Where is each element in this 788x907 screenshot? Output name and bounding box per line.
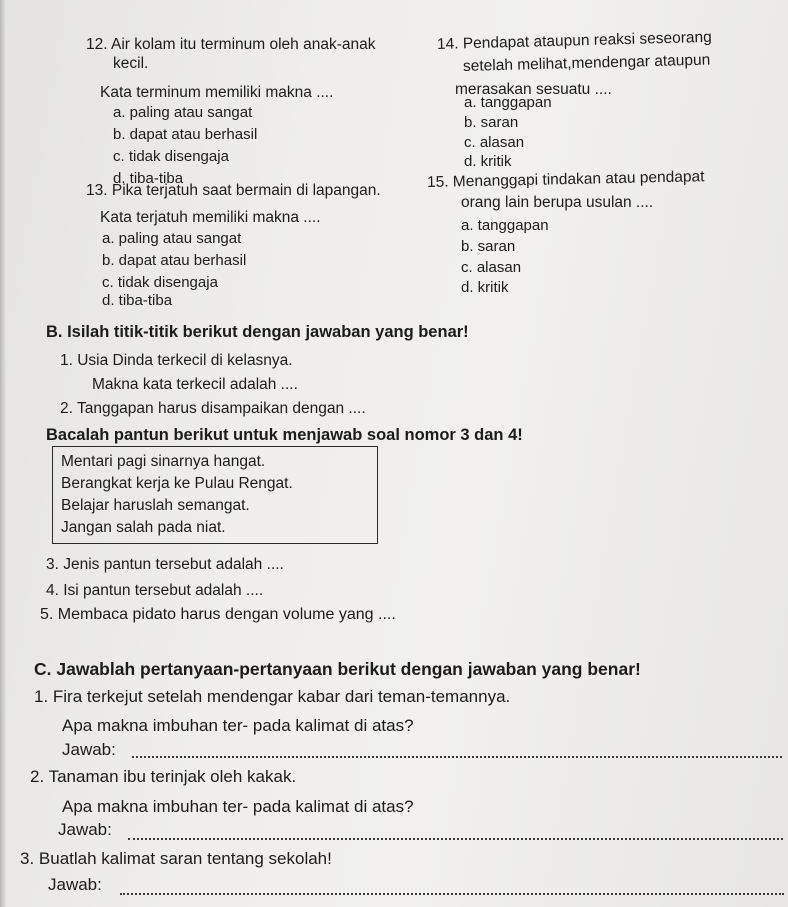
c-q3-answer-label: Jawab: (48, 875, 102, 894)
c-q2-answer-label: Jawab: (58, 820, 112, 839)
q13-option-d: d. tiba-tiba (102, 292, 173, 309)
b-q2-text: 2. Tanggapan harus disampaikan dengan .... (60, 400, 366, 417)
c-q2-answer-line[interactable] (128, 838, 783, 840)
pantun-line: Mentari pagi sinarnya hangat. (61, 453, 266, 470)
pantun-instruction: Bacalah pantun berikut untuk menjawab soal nomor 3 dan 4! (46, 426, 523, 444)
q15-option-d: d. kritik (461, 279, 509, 296)
q12-text-line2: kecil. (113, 55, 149, 72)
section-c-heading: C. Jawablah pertanyaan-pertanyaan berikut dengan jawaban yang benar! (34, 659, 641, 679)
q13-option-b: b. dapat atau berhasil (102, 252, 247, 269)
section-b-heading: B. Isilah titik-titik berikut dengan jawaban yang benar! (46, 323, 469, 341)
q13-option-a: a. paling atau sangat (102, 230, 242, 247)
b-q1-question: Makna kata terkecil adalah .... (92, 376, 298, 393)
c-q2-question: Apa makna imbuhan ter- pada kalimat di atas? (62, 797, 414, 816)
q13-text: 13. Pika terjatuh saat bermain di lapangan. (86, 182, 381, 199)
c-q3-answer-line[interactable] (120, 893, 784, 895)
page-edge (0, 0, 6, 907)
q12-text-line1: 12. Air kolam itu terminum oleh anak-anak (86, 36, 376, 53)
pantun-box (52, 446, 378, 544)
q14-text-line3: merasakan sesuatu .... (455, 81, 612, 98)
q12-option-d: d. tiba-tiba (113, 170, 184, 187)
c-q3-text: 3. Buatlah kalimat saran tentang sekolah! (20, 849, 332, 868)
b-q1-text: 1. Usia Dinda terkecil di kelasnya. (60, 352, 293, 369)
q13-question: Kata terjatuh memiliki makna .... (100, 209, 321, 226)
q15-option-a: a. tanggapan (461, 217, 549, 234)
q12-option-b: b. dapat atau berhasil (113, 126, 258, 143)
q13-option-c: c. tidak disengaja (102, 274, 218, 291)
c-q2-text: 2. Tanaman ibu terinjak oleh kakak. (30, 767, 297, 786)
b-q5-text: 5. Membaca pidato harus dengan volume yang .... (40, 606, 396, 623)
q12-question: Kata terminum memiliki makna .... (100, 84, 334, 101)
q14-option-a: a. tanggapan (464, 94, 552, 111)
c-q1-text: 1. Fira terkejut setelah mendengar kabar dari teman-temannya. (34, 687, 511, 706)
pantun-line: Jangan salah pada niat. (61, 519, 226, 536)
q12-option-a: a. paling atau sangat (113, 104, 253, 121)
q14-option-b: b. saran (464, 114, 519, 131)
q14-text-line2: setelah melihat,mendengar ataupun (462, 51, 711, 75)
q12-option-c: c. tidak disengaja (113, 148, 229, 165)
q14-option-d: d. kritik (464, 153, 512, 170)
c-q1-answer-label: Jawab: (62, 740, 116, 759)
c-q1-question: Apa makna imbuhan ter- pada kalimat di atas? (62, 716, 414, 735)
pantun-line: Belajar haruslah semangat. (61, 497, 250, 514)
q14-option-c: c. alasan (464, 134, 525, 151)
c-q1-answer-line[interactable] (132, 756, 782, 758)
q14-text-line1: 14. Pendapat ataupun reaksi seseorang (436, 28, 713, 53)
b-q4-text: 4. Isi pantun tersebut adalah .... (46, 582, 264, 599)
b-q3-text: 3. Jenis pantun tersebut adalah .... (46, 556, 284, 573)
pantun-line: Berangkat kerja ke Pulau Rengat. (61, 475, 293, 492)
q15-option-c: c. alasan (461, 259, 522, 276)
q15-option-b: b. saran (461, 238, 516, 255)
q15-text-line2: orang lain berupa usulan .... (461, 194, 654, 211)
q15-text-line1: 15. Menanggapi tindakan atau pendapat (426, 168, 705, 191)
